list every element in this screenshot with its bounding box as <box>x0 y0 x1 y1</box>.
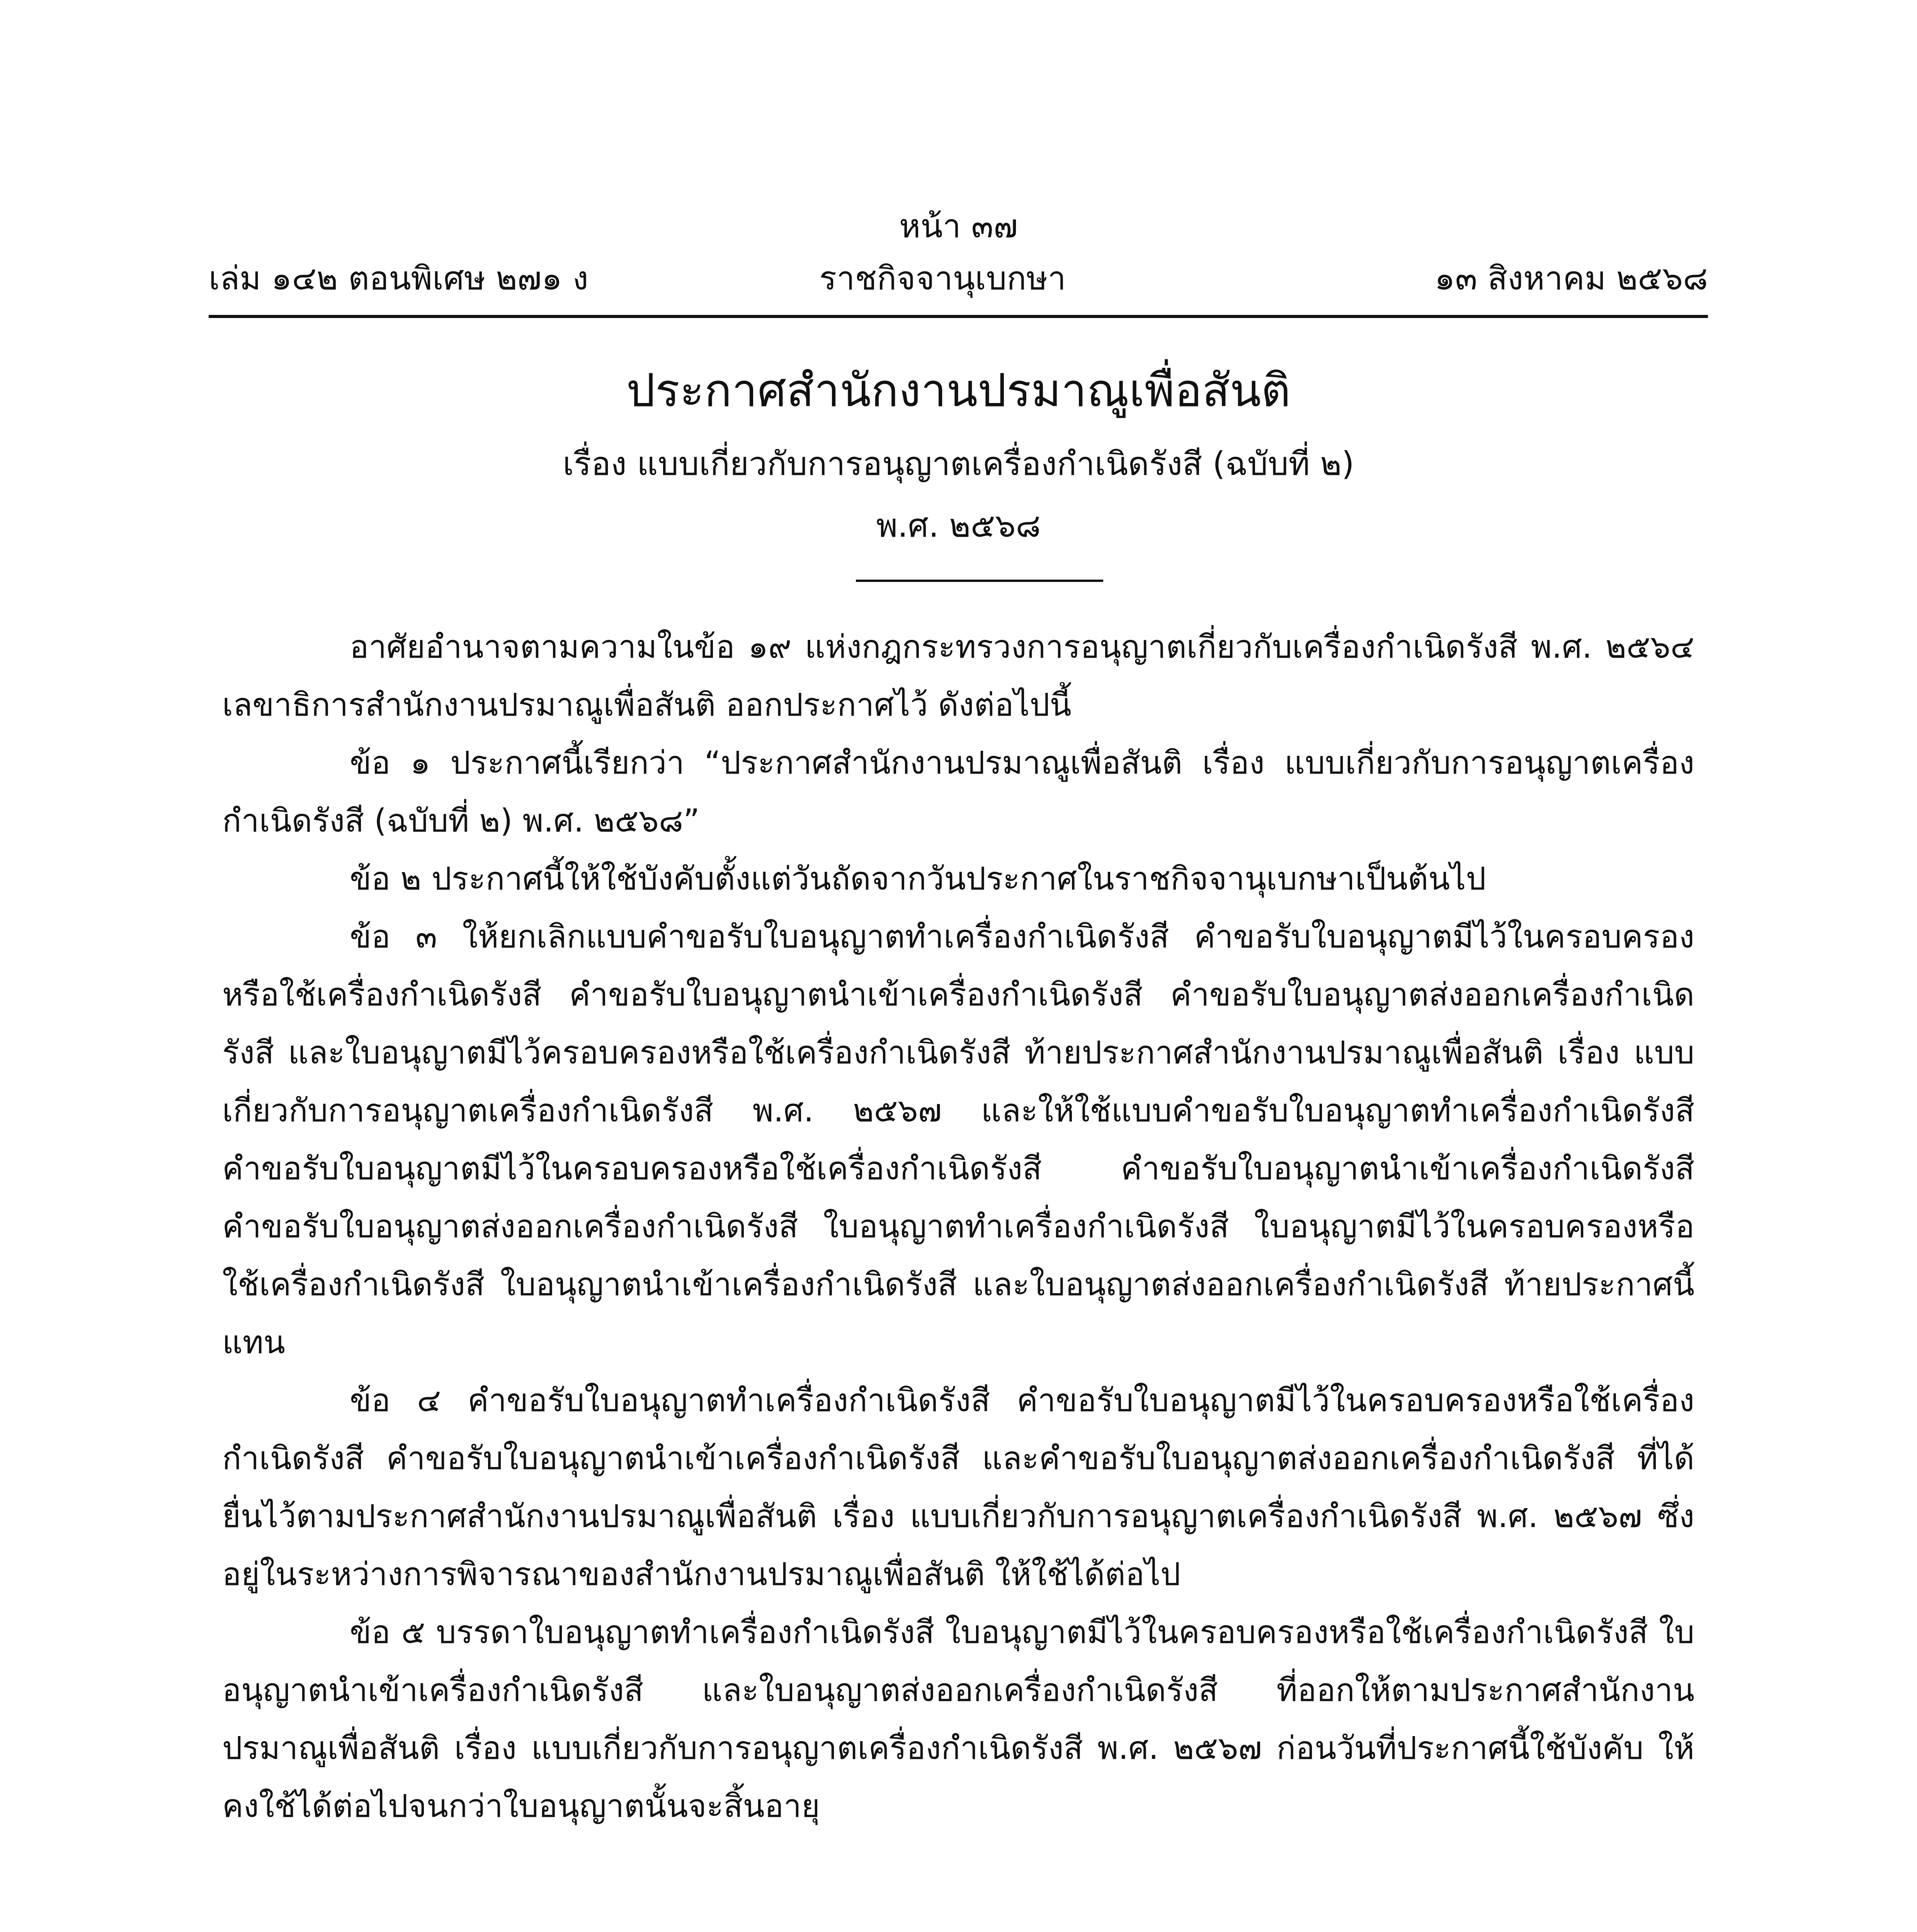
document-title: ประกาศสำนักงานปรมาณูเพื่อสันติ <box>626 364 1291 417</box>
document-subject: เรื่อง แบบเกี่ยวกับการอนุญาตเครื่องกำเนิดรังสี (ฉบับที่ ๒) <box>563 445 1354 483</box>
paragraph-clause-5: ข้อ ๕ บรรดาใบอนุญาตทำเครื่องกำเนิดรังสี ใบอนุญาตมีไว้ในครอบครองหรือใช้เครื่องกำเนิดรังสี ใบอนุญาตนำเข้าเครื่องกำเนิดรังสี และใบอนุญาตส่งออกเครื่องกำเนิดรังสี ที่ออกให้ตามประกาศสำนักงานปรมาณูเพื่อสันติ เรื่อง แบบเกี่ยวกับการอนุญาตเครื่องกำเนิดรังสี พ.ศ. ๒๕๖๗ ก่อนวันที่ประกาศนี้ใช้บังคับ ให้คงใช้ได้ต่อไปจนกว่าใบอนุญาตนั้นจะสิ้นอายุ <box>222 1614 1694 1825</box>
paragraph-preamble: อาศัยอำนาจตามความในข้อ ๑๙ แห่งกฎกระทรวงการอนุญาตเกี่ยวกับเครื่องกำเนิดรังสี พ.ศ. ๒๕๖๔ เลขาธิการสำนักงานปรมาณูเพื่อสันติ ออกประกาศไว้ ดังต่อไปนี้ <box>222 629 1694 723</box>
title-divider <box>856 580 1103 582</box>
gazette-name: ราชกิจจานุเบกษา <box>819 259 1066 297</box>
document-body <box>222 618 1694 1835</box>
paragraph-clause-3: ข้อ ๓ ให้ยกเลิกแบบคำขอรับใบอนุญาตทำเครื่องกำเนิดรังสี คำขอรับใบอนุญาตมีไว้ในครอบครองหรือใช้เครื่องกำเนิดรังสี คำขอรับใบอนุญาตนำเข้าเครื่องกำเนิดรังสี คำขอรับใบอนุญาตส่งออกเครื่องกำเนิดรังสี และใบอนุญาตมีไว้ครอบครองหรือใช้เครื่องกำเนิดรังสี ท้ายประกาศสำนักงานปรมาณูเพื่อสันติ เรื่อง แบบเกี่ยวกับการอนุญาตเครื่องกำเนิดรังสี พ.ศ. ๒๕๖๗ และให้ใช้แบบคำขอรับใบอนุญาตทำเครื่องกำเนิดรังสี คำขอรับใบอนุญาตมีไว้ในครอบครองหรือใช้เครื่องกำเนิดรังสี คำขอรับใบอนุญาตนำเข้าเครื่องกำเนิดรังสี คำขอรับใบอนุญาตส่งออกเครื่องกำเนิดรังสี ใบอนุญาตทำเครื่องกำเนิดรังสี ใบอนุญาตมีไว้ในครอบครองหรือใช้เครื่องกำเนิดรังสี ใบอนุญาตนำเข้าเครื่องกำเนิดรังสี และใบอนุญาตส่งออกเครื่องกำเนิดรังสี ท้ายประกาศนี้แทน <box>222 918 1694 1361</box>
document-year: พ.ศ. ๒๕๖๘ <box>876 507 1041 544</box>
paragraph-clause-4: ข้อ ๔ คำขอรับใบอนุญาตทำเครื่องกำเนิดรังสี คำขอรับใบอนุญาตมีไว้ในครอบครองหรือใช้เครื่องกำเนิดรังสี คำขอรับใบอนุญาตนำเข้าเครื่องกำเนิดรังสี และคำขอรับใบอนุญาตส่งออกเครื่องกำเนิดรังสี ที่ได้ยื่นไว้ตามประกาศสำนักงานปรมาณูเพื่อสันติ เรื่อง แบบเกี่ยวกับการอนุญาตเครื่องกำเนิดรังสี พ.ศ. ๒๕๖๗ ซึ่งอยู่ในระหว่างการพิจารณาของสำนักงานปรมาณูเพื่อสันติ ให้ใช้ได้ต่อไป <box>222 1382 1694 1593</box>
volume-issue: เล่ม ๑๔๒ ตอนพิเศษ ๒๗๑ ง <box>209 259 589 297</box>
paragraph-clause-2: ข้อ ๒ ประกาศนี้ให้ใช้บังคับตั้งแต่วันถัดจากวันประกาศในราชกิจจานุเบกษาเป็นต้นไป <box>350 861 1486 897</box>
header-divider <box>209 315 1708 318</box>
publication-date: ๑๓ สิงหาคม ๒๕๖๘ <box>1434 259 1708 297</box>
paragraph-clause-1: ข้อ ๑ ประกาศนี้เรียกว่า “ประกาศสำนักงานปรมาณูเพื่อสันติ เรื่อง แบบเกี่ยวกับการอนุญาตเครื่องกำเนิดรังสี (ฉบับที่ ๒) พ.ศ. ๒๕๖๘” <box>222 745 1694 839</box>
page-number: หน้า ๓๗ <box>899 207 1018 245</box>
gazette-header <box>209 255 1708 301</box>
